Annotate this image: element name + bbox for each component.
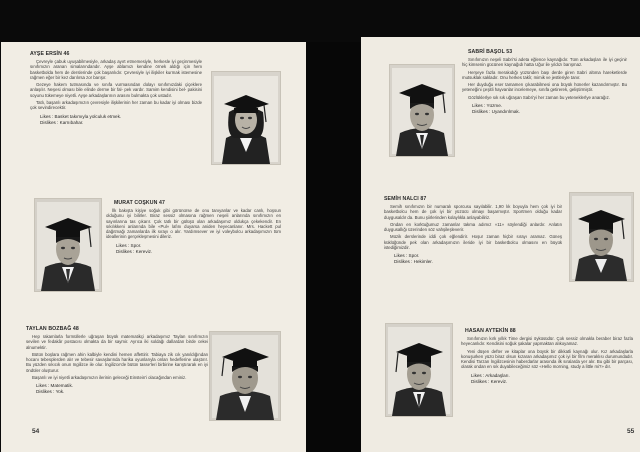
likes-text: Likes : Spor. bbox=[394, 253, 420, 259]
student-entry-murat bbox=[106, 200, 281, 255]
bio-paragraph: Çevreyle çabuk uyuşabilmesiyle, arkadaş ayırt etmemesiyle, herkesle iyi geçinmesiyle sınıfımızın aranan simalarındandır. Ayşe ablamızı kendine örnek aldığı için hem basketbolda hem de derslerinde çok başarılıdır. Çevresiyle iyi ilişkiler kurmak istemesine rağmen eğer bir kez darılırsa zor barışır. bbox=[30, 59, 202, 80]
student-entry-sabri bbox=[462, 49, 627, 115]
student-name: HASAN AYTEKİN 88 bbox=[465, 328, 516, 334]
dislikes-text: Dislikes : Yok. bbox=[36, 389, 65, 395]
graduation-photo bbox=[211, 71, 281, 165]
likes-text: Likes : Spor. bbox=[116, 242, 142, 248]
likes-text: Likes : Yüzme. bbox=[472, 103, 503, 109]
page-number-left: 54 bbox=[32, 428, 40, 435]
student-name: TAYLAN BOZBAĞ 48 bbox=[26, 326, 79, 332]
bio-paragraph: Başarılı ve iyi niyetli arkadaşımızın ilerinin geleceği Einstein'i olacağından eminiz. bbox=[32, 375, 187, 381]
bio-paragraph: Bütün boşlara rağmen ahin kalbiyle kendini hemen affettirir. Tabiaya zik cık yanıldığından hocanı tebesplerden alır ve tebesir savaşlarında harika oyunlarıyla onları hedeflerine ulaştırır. Bu yüzden sıkıcık onun Ingilizce ile olur. İngilizce'de bütün tasse'leri birbirine karıştırarak en iyi öndüler oluşturur. bbox=[26, 351, 208, 373]
bio-paragraph: Hep rakamlarla formüllerle uğraşan büyük matematikçi arkadaşımız Taylan sınıfımızın sevilen ve fedakâr postacısı olmakta da bir saymir. Ayrıca iki soldağı dallardan birde cekei alnumektir. bbox=[26, 334, 208, 350]
likes-text: Likes : Matematik. bbox=[36, 383, 74, 389]
left-page bbox=[1, 42, 306, 452]
graduation-photo bbox=[385, 323, 453, 417]
dislikes-text: Dislikes : Kereviz. bbox=[116, 248, 153, 254]
bio-paragraph: Müzik derslerinde iddi çok eğlendirir. Hoşur zaman hiçbir sırayı aramaz. Güneş küklüğünde pek olan arkadaşımızın ileride iyi bir basketbolcu olmasını en büyük istediğimizdir. bbox=[384, 234, 562, 251]
graduation-photo bbox=[569, 192, 634, 282]
student-entry-taylan bbox=[26, 326, 208, 395]
student-entry-hasan bbox=[461, 328, 633, 385]
page-number-right: 55 bbox=[627, 428, 635, 435]
dislikes-text: Dislikes : Karnıbahar. bbox=[40, 119, 84, 125]
student-name: MURAT COŞKUN 47 bbox=[114, 200, 165, 206]
likes-text: Likes : Arkadaşları. bbox=[471, 372, 510, 378]
graduation-photo bbox=[34, 198, 102, 292]
bio-paragraph: Yeni düşen defter ve kitaplar ona büyük bir dikkatli kaynağı olur. Kız arkadaşlarla konuşurken yüzü biraz olsun kızaran arkadaşımız çok iyi bir film meraklısı durumundadır. Kendisi Tarzan İngilizcesinin haberdarlar arasında ilk sıralarda yer alır. Bu gibi bir parçası, olarak ondan en sık duyabileceğimiz söz «Hello morning, study a little mi?» dır. bbox=[461, 348, 633, 370]
graduation-photo bbox=[209, 331, 281, 421]
student-entry-semih bbox=[384, 196, 562, 265]
bio-paragraph: Her duyduğu eser tamamen çıkarabilmesi ona büyük hünerler kazandırmıştır. Bu yeteneğini çeşitli hayvanlar incelemeye, sınıfa getirerek, geliştirmiştir. bbox=[462, 82, 627, 93]
book-gutter bbox=[306, 42, 361, 452]
dislikes-text: Dislikes : Kereviz. bbox=[471, 378, 508, 384]
dislikes-text: Dislikes : Uyandırılmak. bbox=[472, 109, 520, 115]
bio-paragraph: Gezeye hakem tutmasında ve sınıfa vurmasından dolayı sınıfımızdaki çiçeklere anlaşılır. Neşesi olması bile elinde derme bir fal- pek vardır. Samim kendisini bel- pakisini soyunu tükemeye niyetli. Ayşe arkadaşlarının arasını bulmakta çok ustadır. bbox=[30, 82, 202, 98]
bio-paragraph: Sınıfımızın kırk yıllık Time dergisi öyküsüdür. Çok sessiz olmakla beraber biraz fazla heyecanlıdır. Kendisini soğuk şakalar yapmaktan alıkoyamaz. bbox=[461, 336, 633, 347]
dislikes-text: Dislikes : Hekimler. bbox=[394, 259, 433, 265]
student-name: SEMİH NALCI 87 bbox=[384, 196, 427, 202]
bio-paragraph: Sınıfımızın neşeli Sabri'si adeta eğlence kaynağıdır. Tüm arkadaşları ile iyi geçinir hiç kimsenin gücünen kaynağıdı hatta Uğur ile yıldızı barışmaz. bbox=[462, 57, 627, 68]
bio-paragraph: Tatlı, başarılı arkadaşımızın çevresiyle ilişkilerinin her zaman bu kadar iyi olması bizde çok sevindirecektir. bbox=[30, 100, 202, 111]
student-name: SABRİ BAŞOL 53 bbox=[468, 49, 513, 55]
likes-text: Likes : Basket takımıyla yolculuk etmek. bbox=[40, 113, 122, 119]
student-entry-ayse bbox=[30, 51, 202, 126]
bio-paragraph: Herşeye fazla merakıdığı yüzünden başı derde giren Sabri altıma hareketlerde mutsuklak sakladır. Onu herkes takîr, mimik ve jestleriyle tanır. bbox=[462, 69, 627, 80]
right-page bbox=[361, 37, 640, 452]
graduation-photo bbox=[389, 64, 455, 157]
bio-paragraph: Semih sınıfımızın bir numaralı sporcusu sayılabilir. 1,90 lık boyuyla hem çok iyi bir basketbolcu hem de çok iyi bir yüzücü olmayı başarmıştır. Sportmen olduğu kadar duygusaldır da. Bunu şiirlerinden kolaylıkla anlayabiliriz. bbox=[384, 204, 562, 220]
student-name: AYŞE ERSİN 46 bbox=[30, 51, 70, 57]
bio-paragraph: Ondan en korktuğumuz zamanlar takma adımız «11» söylendiği anlardır. Anlatın duygusallığı üzerinden söz vahşileşleverir. bbox=[384, 221, 562, 233]
bio-paragraph: Gözlüklerlye sık sık uğraşan Sabri'yi her zaman bu yeteneklerlye anarağız. bbox=[468, 94, 610, 100]
bio-paragraph: İlk bakışta kişiye soğuk gibi görünürse de onu tanıyanlar ve kadar canlı, hoşsun olduğunu iyi bilirler. Biraz sessiz olmasına rağmen neşeli anlarında sınıfımızın en sayınlarına tas çıkarır. Çok tatlı bir gülüşü olan arkadaşımız oldukça çekekendir. En sıkılıkkeni anlarında bile «Pul» lafını duyarsa aniden heyecanlanır. Mrs. Hackett pul dağıtmağı zamanlarda ilk sırayı o alır. Yardımsever ve iyi voleybolcu arkadaşımızın tüm ideallerinin gerçekleşmesini dileriz. bbox=[106, 208, 281, 240]
